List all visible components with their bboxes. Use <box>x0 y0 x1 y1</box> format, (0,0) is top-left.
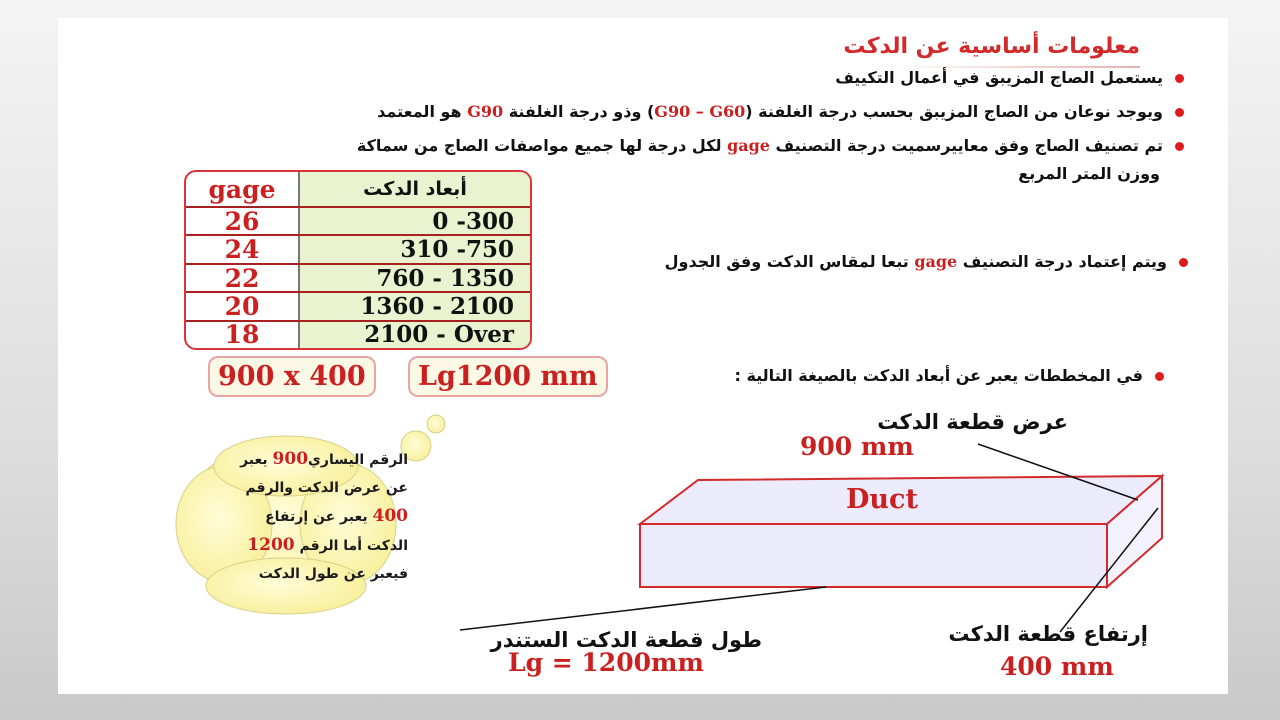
bullet-3-post: لكل درجة لها جميع مواصفات الصاج من سماكة <box>356 136 728 155</box>
gage-term: gage <box>727 136 770 155</box>
bullet-2-post: هو المعتمد <box>377 102 468 121</box>
duct-label: Duct <box>846 484 918 515</box>
gage-cell: 24 <box>186 235 299 263</box>
cloud-num-1200: 1200 <box>247 535 295 555</box>
cloud-l1a: الرقم اليساري <box>308 452 408 468</box>
galvanization-g90: G90 <box>467 102 504 121</box>
cloud-line-5: فيعبر عن طول الدكت <box>258 566 408 582</box>
cloud-l1b: يعبر <box>240 452 268 468</box>
formula-length: Lg1200 mm <box>408 356 608 397</box>
length-label: طول قطعة الدكت الستندر <box>490 628 762 652</box>
width-value: 900 mm <box>800 432 914 461</box>
formula-size: 900 x 400 <box>208 356 376 397</box>
dims-cell: 2100 - Over <box>299 321 530 348</box>
length-value: Lg = 1200mm <box>508 648 704 677</box>
gage-cell: 26 <box>186 207 299 235</box>
header-dims: أبعاد الدكت <box>299 172 530 207</box>
bullet-4-post: تبعا لمقاس الدكت وفق الجدول <box>664 252 915 271</box>
gage-cell: 22 <box>186 264 299 292</box>
height-label: إرتفاع قطعة الدكت <box>948 622 1148 646</box>
gage-cell: 18 <box>186 321 299 348</box>
slide-title: معلومات أساسية عن الدكت <box>843 34 1140 59</box>
bullet-3-pre: تم تصنيف الصاج وفق معاييرسميت درجة التصنيف <box>769 136 1163 155</box>
cloud-l4a: الدكت أما الرقم <box>299 538 408 554</box>
duct-diagram <box>58 18 1228 694</box>
dims-cell: 0 -300 <box>299 207 530 235</box>
dims-cell: 310 -750 <box>299 235 530 263</box>
dims-cell: 1360 - 2100 <box>299 292 530 320</box>
bullet-2-mid: ) وذو درجة الغلفنة <box>503 102 655 121</box>
dims-cell: 760 - 1350 <box>299 264 530 292</box>
length-leader-line <box>460 587 826 630</box>
slide <box>58 18 1228 694</box>
width-label: عرض قطعة الدكت <box>877 410 1068 434</box>
bullet-4-pre: ويتم إعتماد درجة التصنيف <box>957 252 1167 271</box>
cloud-num-900: 900 <box>272 449 309 469</box>
duct-front-face <box>640 524 1107 587</box>
cloud-line-2: عن عرض الدكت والرقم <box>245 480 408 496</box>
gage-term: gage <box>914 252 958 271</box>
bullet-1-text: يستعمل الصاج المزيبق في أعمال التكييف <box>835 68 1163 87</box>
cloud-l3b: يعبر عن إرتفاع <box>265 509 368 525</box>
header-gage: gage <box>186 172 299 207</box>
height-value: 400 mm <box>1000 652 1114 681</box>
cloud-num-400: 400 <box>372 506 408 526</box>
bullet-5-text: في المخططات يعبر عن أبعاد الدكت بالصيغة التالية : <box>734 366 1143 385</box>
gage-cell: 20 <box>186 292 299 320</box>
bullet-3-line2: ووزن المتر المربع <box>1018 164 1160 183</box>
bullet-2-pre: ويوجد نوعان من الصاج المزيبق بحسب درجة الغلفنة ( <box>745 102 1163 121</box>
galvanization-range: G90 – G60 <box>654 102 746 121</box>
